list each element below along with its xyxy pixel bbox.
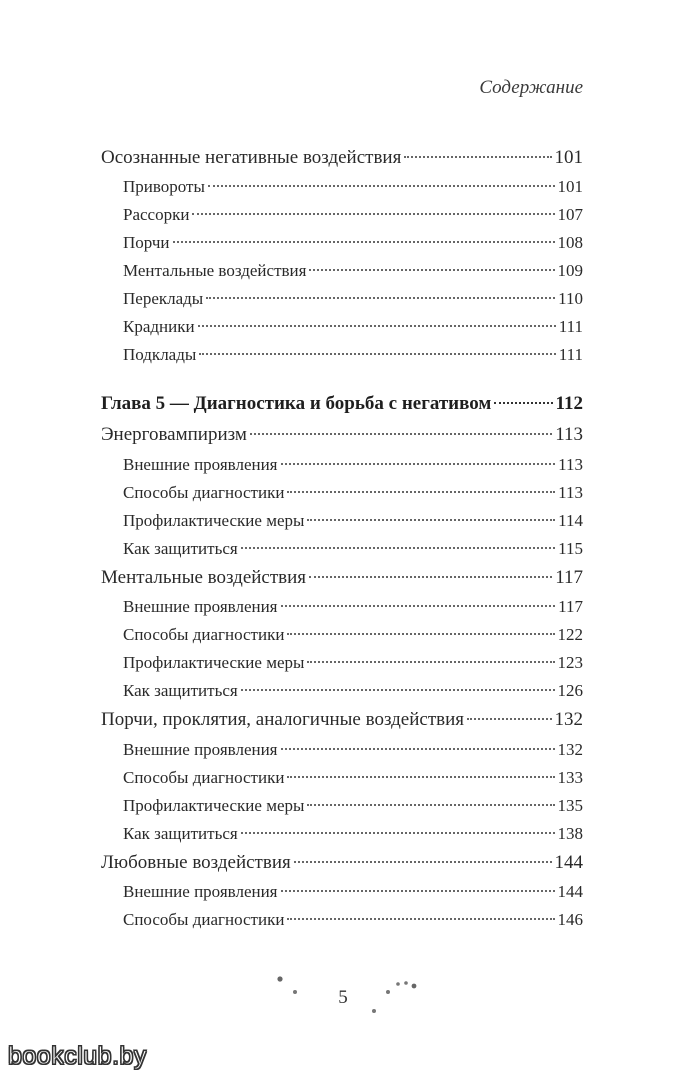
toc-subsection-entry — [123, 907, 583, 933]
dot-leader — [404, 156, 551, 158]
dot-leader — [199, 353, 555, 355]
toc-entry-title: Порчи, проклятия, аналогичные воздействия — [101, 709, 465, 730]
toc-subsection-entry — [123, 258, 583, 284]
toc-entry-title: Ментальные воздействия — [101, 567, 307, 588]
toc-entry-title: Способы диагностики — [123, 768, 285, 787]
dot-leader — [198, 325, 556, 327]
toc-entry-title: Любовные воздействия — [101, 852, 291, 873]
toc-entry-title: Осознанные негативные воздействия — [101, 147, 402, 168]
toc-entry-title: Глава 5 — Диагностика и борьба с негативом — [101, 393, 492, 414]
running-header: Содержание — [479, 77, 583, 98]
dot-leader — [287, 918, 554, 920]
toc-entry-page: 110 — [558, 289, 583, 308]
toc-chapter-entry — [101, 391, 583, 417]
toc-subsection-entry — [123, 650, 583, 676]
toc-entry-page: 132 — [557, 740, 583, 759]
toc-subsection-entry — [123, 536, 583, 562]
toc-entry-title: Энерговампиризм — [101, 424, 247, 445]
dot-leader — [173, 241, 555, 243]
toc-subsection-entry — [123, 342, 583, 368]
toc-entry-title: Как защититься — [123, 681, 238, 700]
ornament-dot — [277, 976, 282, 981]
toc-subsection-entry — [123, 230, 583, 256]
toc-entry-title: Как защититься — [123, 539, 238, 558]
toc-subsection-entry — [123, 174, 583, 200]
toc-entry-title: Способы диагностики — [123, 483, 285, 502]
dot-leader — [241, 547, 555, 549]
toc-entry-page: 135 — [557, 796, 583, 815]
toc-entry-title: Подклады — [123, 345, 197, 364]
toc-section-entry — [101, 145, 583, 171]
toc-entry-page: 146 — [557, 910, 583, 929]
toc-entry-page: 123 — [557, 653, 583, 672]
toc-entry-page: 144 — [557, 882, 583, 901]
toc-section-entry — [101, 565, 583, 591]
toc-subsection-entry — [123, 765, 583, 791]
toc-entry-page: 113 — [555, 424, 583, 445]
dot-leader — [281, 463, 556, 465]
dot-leader — [208, 185, 555, 187]
toc-subsection-entry — [123, 452, 583, 478]
toc-entry-title: Внешние проявления — [123, 455, 278, 474]
toc-section-entry — [101, 850, 583, 876]
toc-entry-title: Профилактические меры — [123, 653, 305, 672]
dot-leader — [206, 297, 555, 299]
toc-subsection-entry — [123, 678, 583, 704]
dot-leader — [281, 748, 555, 750]
toc-entry-page: 138 — [557, 824, 583, 843]
toc-entry-page: 144 — [554, 852, 583, 873]
toc-entry-page: 113 — [558, 483, 583, 502]
toc-entry-title: Привороты — [123, 177, 205, 196]
toc-entry-page: 115 — [558, 539, 583, 558]
toc-entry-page: 117 — [555, 567, 583, 588]
toc-entry-title: Ментальные воздействия — [123, 261, 307, 280]
ornament-dot — [412, 984, 417, 989]
toc-entry-title: Профилактические меры — [123, 796, 305, 815]
dot-leader — [307, 519, 555, 521]
toc-entry-page: 101 — [557, 177, 583, 196]
toc-entry-title: Крадники — [123, 317, 195, 336]
dot-leader — [307, 661, 554, 663]
toc-subsection-entry — [123, 821, 583, 847]
toc-entry-title: Порчи — [123, 233, 170, 252]
toc-section-entry — [101, 422, 583, 448]
toc-subsection-entry — [123, 286, 583, 312]
page-number: 5 — [338, 987, 348, 1008]
ornament-dot — [293, 990, 297, 994]
toc-entry-title: Внешние проявления — [123, 882, 278, 901]
toc-subsection-entry — [123, 737, 583, 763]
toc-section-entry — [101, 707, 583, 733]
toc-entry-title: Как защититься — [123, 824, 238, 843]
dot-leader — [281, 605, 556, 607]
dot-leader — [241, 689, 555, 691]
toc-subsection-entry — [123, 480, 583, 506]
toc-entry-title: Профилактические меры — [123, 511, 305, 530]
toc-entry-title: Способы диагностики — [123, 625, 285, 644]
toc-entry-page: 133 — [557, 768, 583, 787]
toc-entry-page: 114 — [558, 511, 583, 530]
toc-entry-title: Внешние проявления — [123, 597, 278, 616]
toc-entry-page: 111 — [558, 345, 583, 364]
dot-leader — [287, 633, 554, 635]
dot-leader — [309, 269, 554, 271]
dot-leader — [281, 890, 555, 892]
ornament-dot — [404, 981, 408, 985]
toc-subsection-entry — [123, 594, 583, 620]
toc-entry-title: Внешние проявления — [123, 740, 278, 759]
toc-entry-page: 109 — [557, 261, 583, 280]
toc-entry-page: 108 — [557, 233, 583, 252]
toc-subsection-entry — [123, 508, 583, 534]
watermark-logo: bookclub.by — [8, 1042, 147, 1070]
ornament-dot — [372, 1009, 376, 1013]
toc-subsection-entry — [123, 202, 583, 228]
toc-entry-page: 122 — [557, 625, 583, 644]
toc-subsection-entry — [123, 879, 583, 905]
dot-leader — [309, 576, 552, 578]
ornament-dot — [396, 982, 400, 986]
toc-entry-title: Способы диагностики — [123, 910, 285, 929]
dot-leader — [287, 776, 554, 778]
dot-leader — [241, 832, 555, 834]
toc-subsection-entry — [123, 793, 583, 819]
dot-leader — [287, 491, 555, 493]
dot-leader — [294, 861, 552, 863]
toc-entry-title: Рассорки — [123, 205, 190, 224]
toc-entry-page: 126 — [557, 681, 583, 700]
toc-entry-page: 132 — [554, 709, 583, 730]
ornament-dot — [386, 990, 390, 994]
toc-entry-title: Переклады — [123, 289, 204, 308]
dot-leader — [494, 402, 552, 404]
toc-entry-page: 107 — [557, 205, 583, 224]
toc-entry-page: 112 — [555, 393, 583, 414]
dot-leader — [250, 433, 552, 435]
toc-entry-page: 111 — [558, 317, 583, 336]
dot-leader — [192, 213, 554, 215]
toc-entry-page: 101 — [554, 147, 583, 168]
dot-leader — [467, 718, 551, 720]
toc-subsection-entry — [123, 314, 583, 340]
toc-entry-page: 113 — [558, 455, 583, 474]
dot-leader — [307, 804, 554, 806]
toc-entry-page: 117 — [558, 597, 583, 616]
toc-subsection-entry — [123, 622, 583, 648]
